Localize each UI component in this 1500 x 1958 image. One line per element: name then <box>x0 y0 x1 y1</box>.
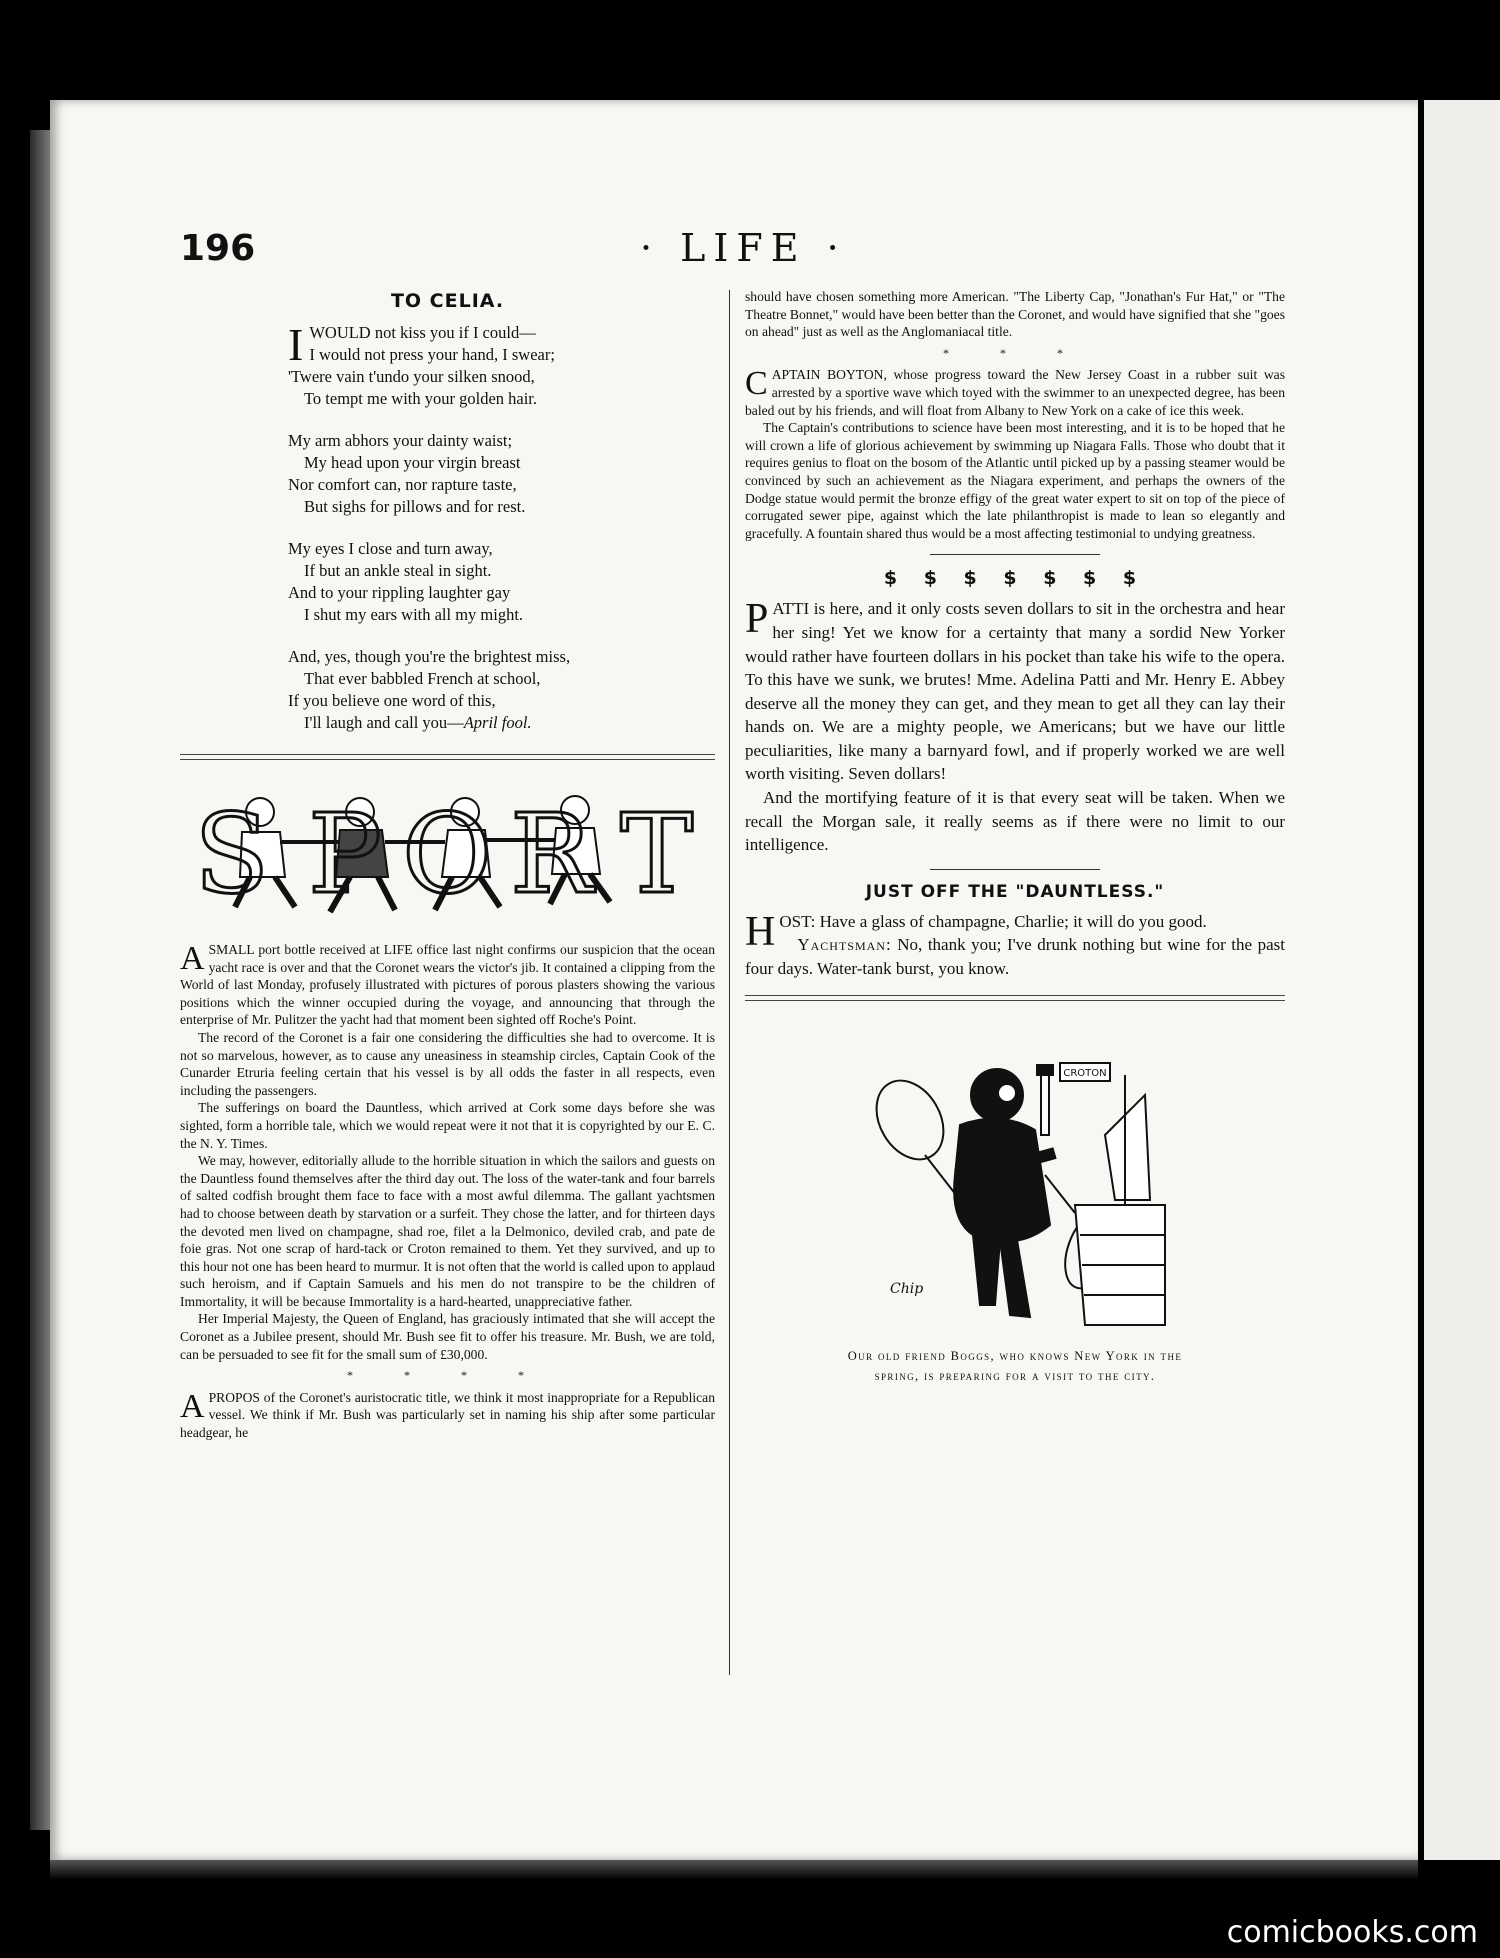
page-bottom-shadow <box>50 1860 1418 1880</box>
article-paragraph: PATTI is here, and it only costs seven dollars to sit in the orchestra and hear her sing! Yet we know for a certainty that many a sordid New Yorker would rather have fourteen dollars in his pocket than take his wife to the opera. To this have we sunk, we brutes! Mme. Adelina Patti and Mr. Henry E. Abbey deserve all the money they can get, and they mean to get all they can lay their hands on. We are a mighty people, we Americans; but we have our little peculiarities, like many a barnyard fowl, and if properly worked we are well worth visiting. Seven dollars! <box>745 596 1285 784</box>
dauntless-dialogue <box>745 910 1285 981</box>
section-rule <box>745 995 1285 1001</box>
sport-letter-s: S <box>194 790 270 918</box>
sport-article <box>180 941 715 1442</box>
poem-final-line: I'll laugh and call you— <box>304 713 464 732</box>
article-paragraph: ASMALL port bottle received at LIFE office last night confirms our suspicion that the ocean yacht race is over and that the Coronet wears the victor's jib. It contained a clipping from the World of last Monday, profusely illustrated with pictures of porous plasters showing the various positions which the winner occupied during the voyage, and announcing that through the enterprise of Mr. Pulitzer the yacht had that moment been sighted off Roche's Point. <box>180 940 715 1028</box>
drop-cap: H <box>745 908 776 955</box>
poem-line: My head upon your virgin breast <box>304 453 521 472</box>
masthead: · LIFE · <box>640 226 847 270</box>
dialogue-line: HOST: Have a glass of champagne, Charlie; it will do you good. <box>745 908 1207 955</box>
speaker-host: OST: <box>779 911 816 931</box>
coronet-continuation <box>745 288 1285 542</box>
dauntless-title: JUST OFF THE "DAUNTLESS." <box>865 881 1165 902</box>
article-paragraph: APROPOS of the Coronet's auristocratic title, we think it most inappropriate for a Republican vessel. We think if Mr. Bush was particularly set in naming his ship after some particular headgear, he <box>180 1387 715 1441</box>
poem-line: If you believe one word of this, <box>288 691 496 710</box>
article-paragraph: Her Imperial Majesty, the Queen of England, has graciously intimated that she will accept the Coronet as a Jubilee present, should Mr. Bush see fit to offer his treasure. Mr. Bush, we are told, can be persuaded to see fit for the small sum of £30,000. <box>180 1311 715 1362</box>
poem-stanza <box>288 319 715 410</box>
page-number: 196 <box>180 228 256 269</box>
patti-article <box>745 597 1285 857</box>
poem-line: Nor comfort can, nor rapture taste, <box>288 475 517 494</box>
caption-line: Our old friend Boggs, who knows New York in the <box>847 1348 1183 1363</box>
poem-line: And to your rippling laughter gay <box>288 583 511 602</box>
sport-letter-r: R <box>510 790 593 918</box>
poem-line: I would not press your hand, I swear; <box>309 345 555 364</box>
article-paragraph: And the mortifying feature of it is that every seat will be taken. When we recall the Morgan sale, it really seems as if there were no limit to our intelligence. <box>745 788 1285 855</box>
poem-drop-cap: I <box>288 319 304 370</box>
poem-stanza <box>288 538 715 626</box>
article-paragraph: CAPTAIN BOYTON, whose progress toward the New Jersey Coast in a rubber suit was arrested by a sportive wave which toyed with the swimmer to an unexpected degree, has been baled out by his friends, and will float from Albany to New York on a cake of ice this week. <box>745 365 1285 418</box>
left-column <box>180 290 715 1442</box>
adjacent-page-edge <box>1424 100 1500 1860</box>
sport-banner-illustration <box>180 782 715 922</box>
poem-title: TO CELIA. <box>390 290 505 312</box>
drop-cap: P <box>745 596 769 643</box>
poem-line: I shut my ears with all my might. <box>304 605 524 624</box>
cartoon-caption <box>745 1346 1285 1386</box>
column-divider <box>729 290 730 1675</box>
caption-line: spring, is preparing for a visit to the city. <box>874 1368 1156 1383</box>
dollar-signs-heading: $ $ $ $ $ $ $ <box>883 567 1147 590</box>
poem-stanza <box>288 646 715 734</box>
boggs-cartoon-illustration <box>745 1035 1285 1335</box>
poem-line: WOULD not kiss you if I could— <box>309 323 536 342</box>
drop-cap: C <box>745 365 768 403</box>
dialogue-line: Yachtsman: No, thank you; I've drunk nothing but wine for the past four days. Water-tank burst, you know. <box>745 935 1285 979</box>
poem-closing-italic: April fool. <box>463 713 532 732</box>
section-stars: * * * <box>943 345 1087 360</box>
artist-signature: Chip <box>890 1280 924 1297</box>
right-column <box>745 288 1285 1386</box>
article-paragraph: We may, however, editorially allude to the horrible situation in which the sailors and guests on the Dauntless found themselves after the third day out. The loss of the water-tank and four barrels of salted codfish brought them face to face with a most awful dilemma. The gallant yachtsmen had to choose between death by starvation or a surfeit. They chose the latter, and for thirteen days the devoted men lived on champagne, shad roe, filet a la Delmonico, deviled crab, and pate de foie gras. Not one scrap of hard-tack or Croton remained to them. Yet they survived, and up to this hour not one has been heard to murmur. It is not often that the world is called upon to applaud such heroism, and if Captain Samuels and his men do not transpire to be the children of Immortality, it will be because Immortality is a hard-hearted, unappreciative father. <box>180 1153 715 1309</box>
poem-line: My arm abhors your dainty waist; <box>288 431 513 450</box>
article-paragraph: The sufferings on board the Dauntless, which arrived at Cork some days before she was sighted, form a horrible tale, which we would repeat were it not that it is copyrighted by our E. C. the N. Y. Times. <box>180 1100 715 1151</box>
watermark: comicbooks.com <box>1226 1915 1478 1950</box>
poem-line: If but an ankle steal in sight. <box>304 561 492 580</box>
sport-letter-p: P <box>308 790 383 918</box>
poem <box>180 319 715 734</box>
poem-line: And, yes, though you're the brightest miss, <box>288 647 571 666</box>
poem-line: My eyes I close and turn away, <box>288 539 493 558</box>
poem-line: But sighs for pillows and for rest. <box>304 497 526 516</box>
poem-line: 'Twere vain t'undo your silken snood, <box>288 367 535 386</box>
drop-cap: A <box>180 940 205 977</box>
poem-line: That ever babbled French at school, <box>304 669 541 688</box>
section-rule <box>930 869 1100 870</box>
article-paragraph: The record of the Coronet is a fair one considering the difficulties she had to overcome. It is not so marvelous, however, as to cause any uneasiness in steamship circles, Captain Cook of the Cunarder Etruria feeling certain that his vessel is by all odds the faster in all respects, even including the passengers. <box>180 1029 715 1098</box>
poem-line <box>288 712 715 734</box>
section-rule <box>180 754 715 760</box>
poem-line: To tempt me with your golden hair. <box>304 389 538 408</box>
section-rule <box>930 554 1100 555</box>
article-paragraph: The Captain's contributions to science have been most interesting, and it is to be hoped that he will crown a life of glorious achievement by swimming up Niagara Falls. Those who doubt that it requires genius to float on the bosom of the Atlantic until picked up by a passing steamer would be convinced by such an achievement as the Niagara experiment, and perhaps the owners of the Dodge statue would permit the bronze effigy of the great water expert to sit on top of the piece of corrugated sewer pipe, against which the late philanthropist is made to lean so elegantly and gracefully. A fountain shared thus would be a most affecting testimonial to undying greatness. <box>745 420 1285 541</box>
sport-letter-t: T <box>620 790 694 918</box>
bottle-label: CROTON <box>1063 1067 1107 1079</box>
article-paragraph: should have chosen something more American. "The Liberty Cap, "Jonathan's Fur Hat," or "The Theatre Bonnet," would have been better than the Coronet, and would have signified that she "goes on ahead" just as well as the Anglomaniacal title. <box>745 289 1285 340</box>
sport-letter-o: O <box>402 790 493 918</box>
speaker-yachtsman: Yachtsman: <box>797 935 892 955</box>
section-stars: * * * * <box>347 1368 548 1383</box>
drop-cap: A <box>180 1387 205 1425</box>
poem-stanza <box>288 430 715 518</box>
